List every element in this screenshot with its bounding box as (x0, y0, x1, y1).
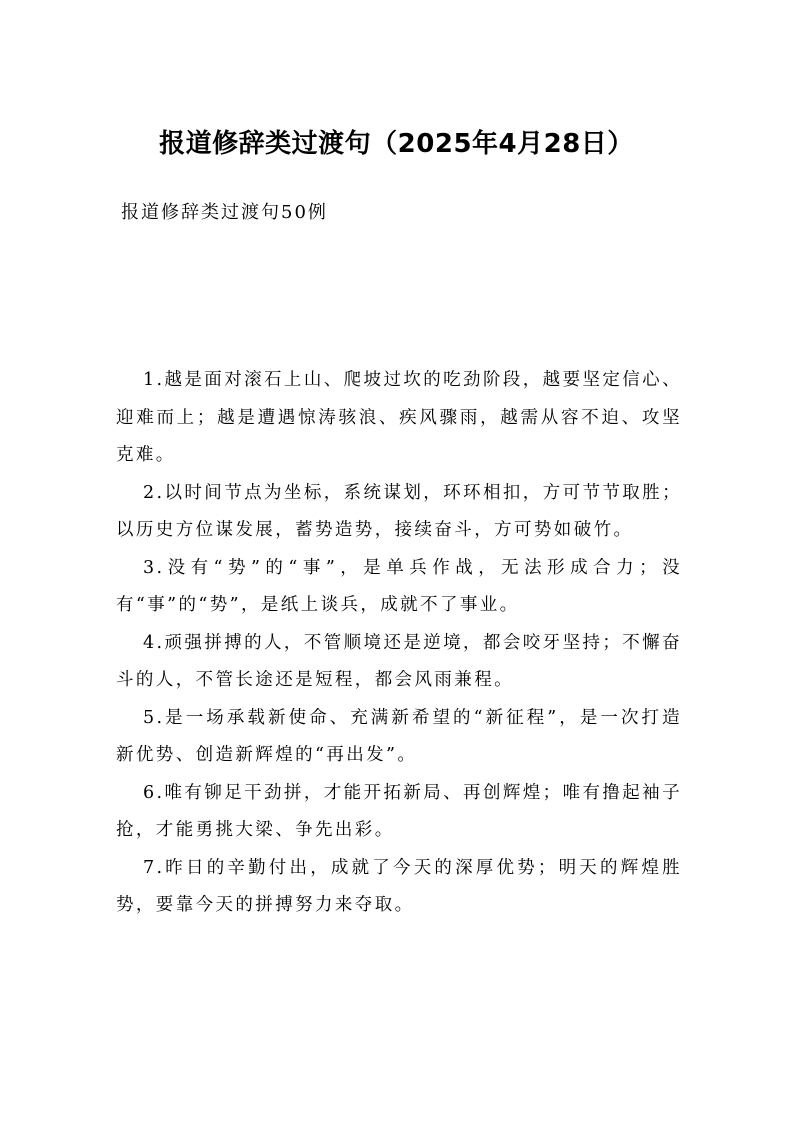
paragraph-1: 1.越是面对滚石上山、爬坡过坎的吃劲阶段，越要坚定信心、迎难而上；越是遭遇惊涛骇浪、疾风骤雨，越需从容不迫、攻坚克难。 (116, 370, 682, 465)
paragraph-5: 5.是一场承载新使命、充满新希望的“新征程”，是一次打造新优势、创造新辉煌的“再出发”。 (116, 707, 682, 765)
paragraph-2: 2.以时间节点为坐标，系统谋划，环环相扣，方可节节取胜；以历史方位谋发展，蓄势造势，接续奋斗，方可势如破竹。 (116, 482, 682, 540)
paragraph-4: 4.顽强拼搏的人，不管顺境还是逆境，都会咬牙坚持；不懈奋斗的人，不管长途还是短程，都会风雨兼程。 (116, 632, 682, 690)
document-title: 报道修辞类过渡句（2025年4月28日） (159, 129, 634, 159)
document-body (116, 362, 682, 925)
paragraph-7: 7.昨日的辛勤付出，成就了今天的深厚优势；明天的辉煌胜势，要靠今天的拼搏努力来夺取。 (116, 857, 682, 915)
document-subtitle: 报道修辞类过渡句50例 (121, 202, 328, 223)
paragraph-6: 6.唯有铆足干劲拼，才能开拓新局、再创辉煌；唯有撸起袖子抢，才能勇挑大梁、争先出彩。 (116, 782, 682, 840)
paragraph-3: 3.没有“势”的“事”，是单兵作战，无法形成合力；没有“事”的“势”，是纸上谈兵，成就不了事业。 (116, 557, 682, 615)
